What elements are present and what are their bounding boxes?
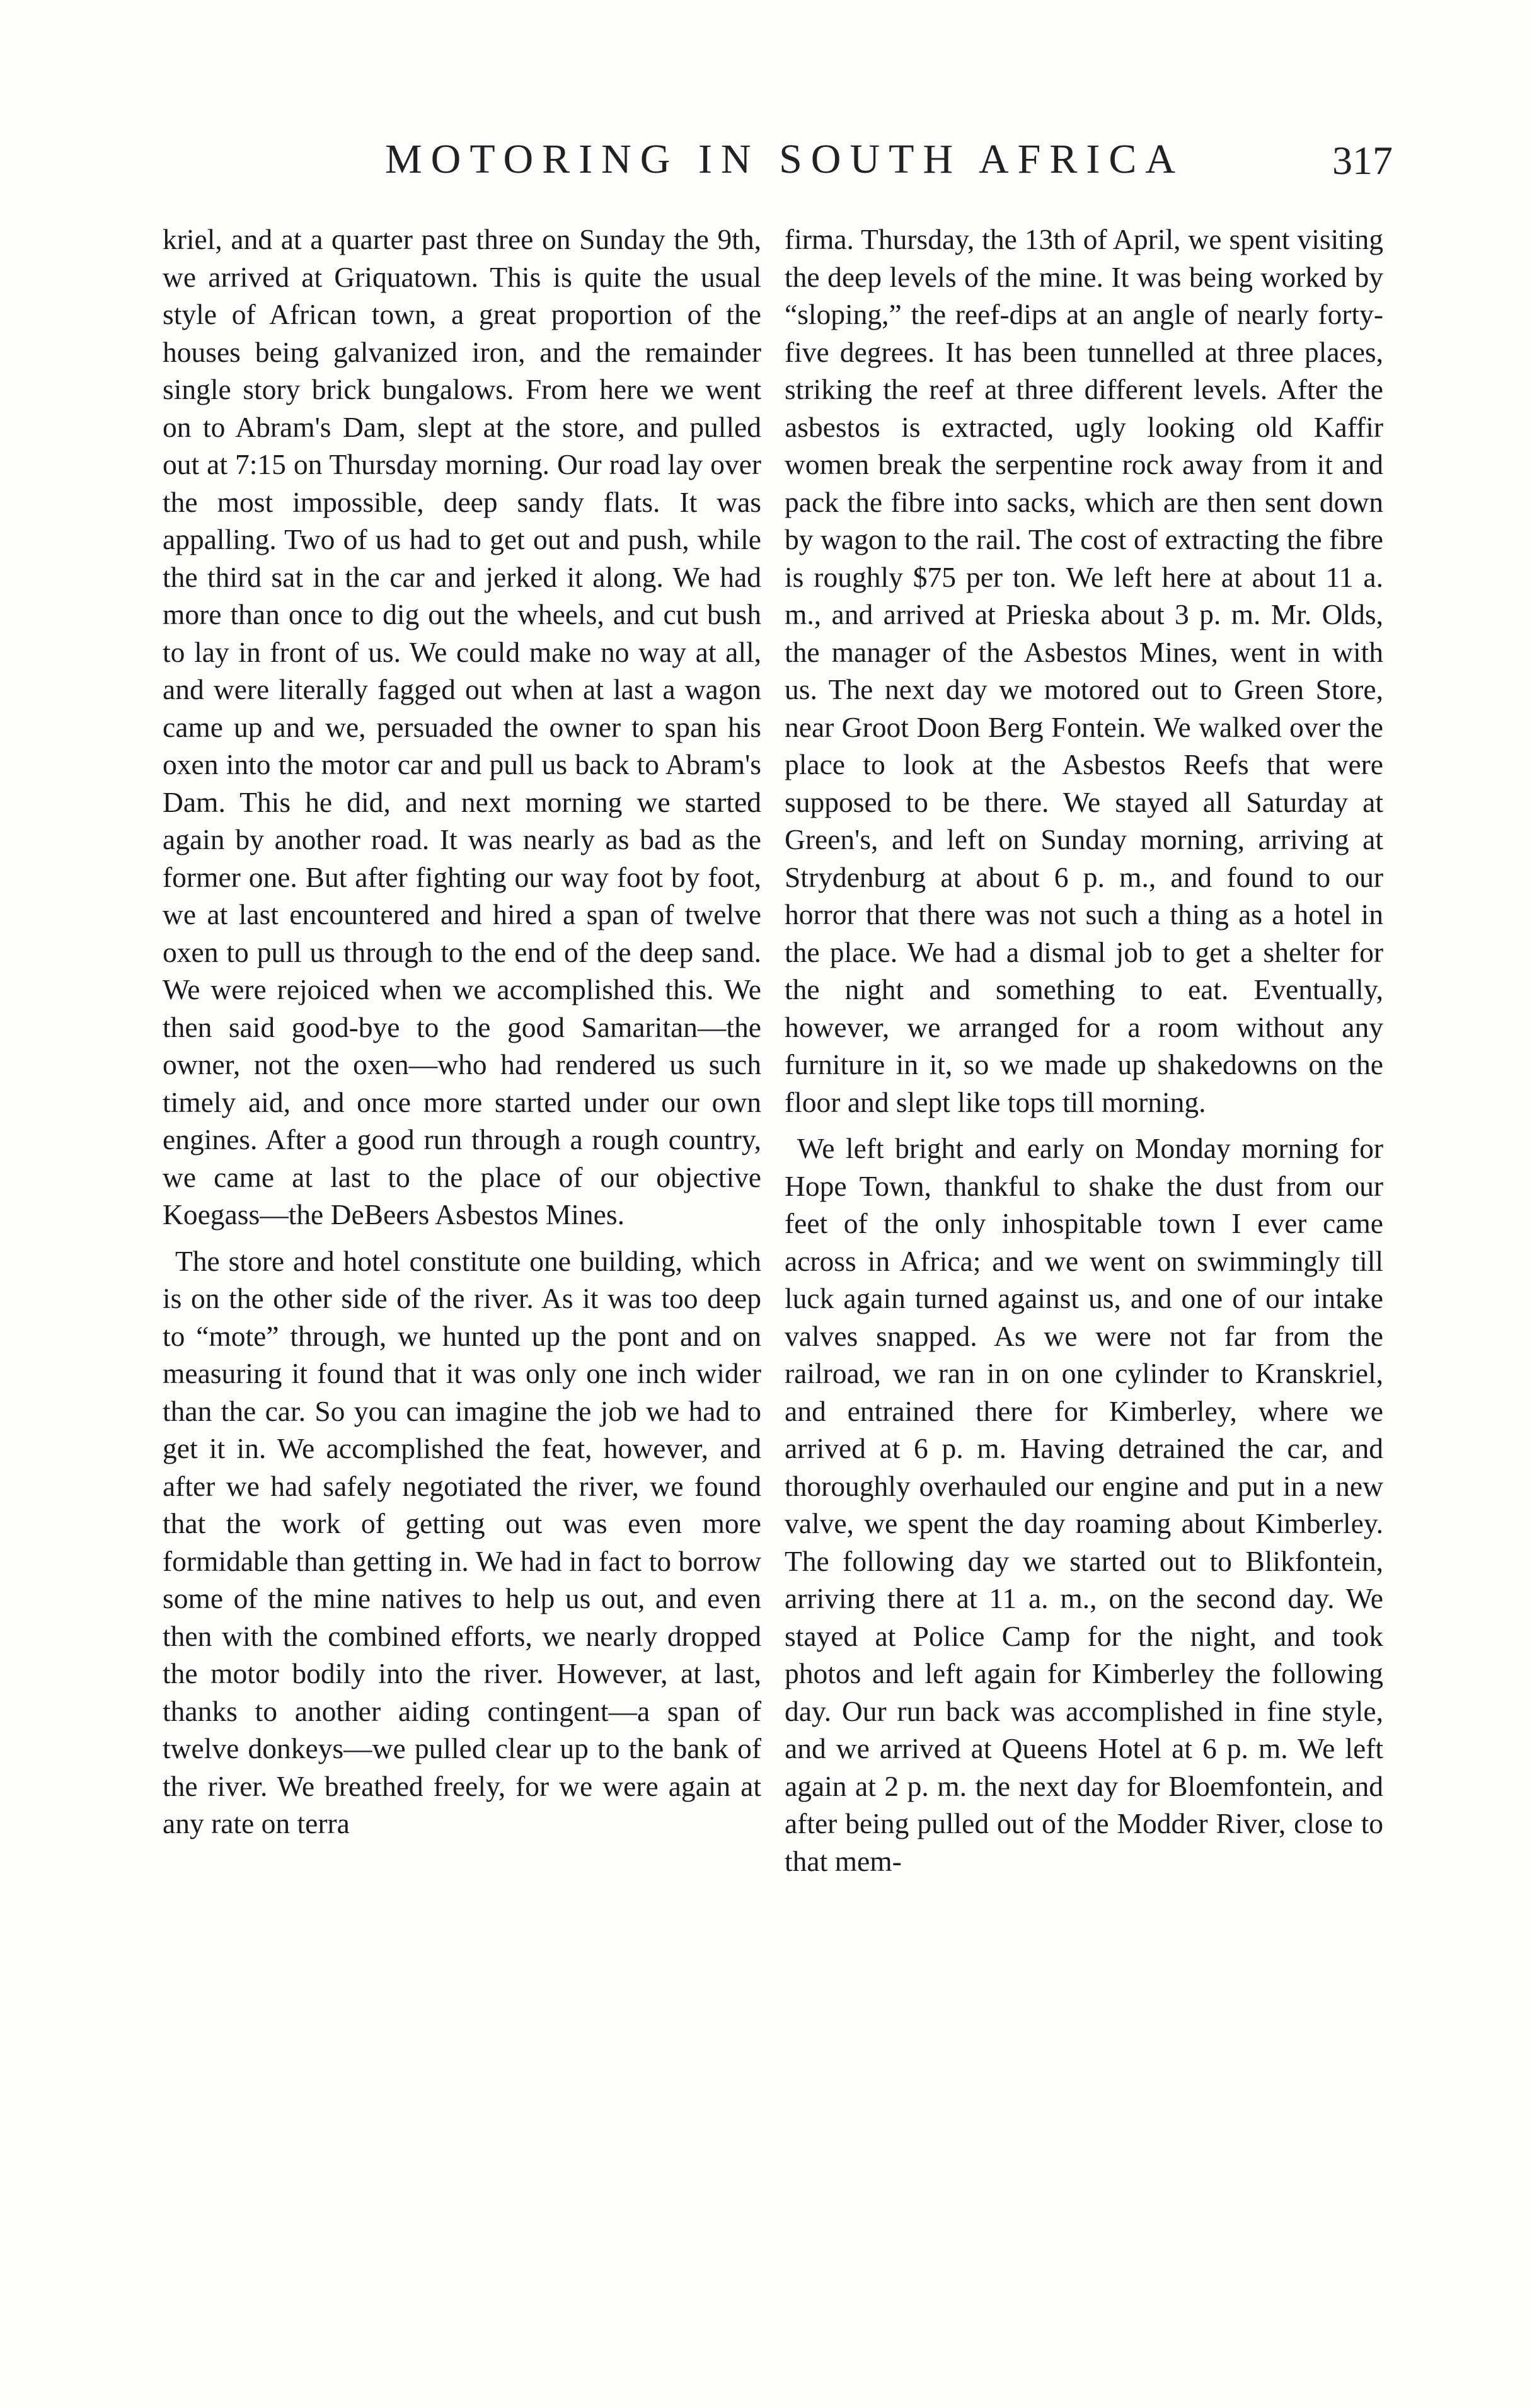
page-number: 317: [1332, 138, 1393, 183]
right-column: [785, 221, 1383, 1880]
running-head: MOTORING IN SOUTH AFRICA: [384, 136, 1185, 182]
paragraph: kriel, and at a quarter past three on Sunday the 9th, we arrived at Griquatown. This is quite the usual style of African town, a great proportion of the houses being galvanized iron, and the remainder single story brick bungalows. From here we went on to Abram's Dam, slept at the store, and pulled out at 7:15 on Thursday morning. Our road lay over the most impossible, deep sandy flats. It was appalling. Two of us had to get out and push, while the third sat in the car and jerked it along. We had more than once to dig out the wheels, and cut bush to lay in front of us. We could make no way at all, and were literally fagged out when at last a wagon came up and we, persuaded the owner to span his oxen into the motor car and pull us back to Abram's Dam. This he did, and next morning we started again by another road. It was nearly as bad as the former one. But after fighting our way foot by foot, we at last encountered and hired a span of twelve oxen to pull us through to the end of the deep sand. We were rejoiced when we accomplished this. We then said good-bye to the good Samaritan—the owner, not the oxen—who had rendered us such timely aid, and once more started under our own engines. After a good run through a rough country, we came at last to the place of our objective Koegass—the DeBeers Asbestos Mines.: [163, 223, 761, 1230]
paragraph: We left bright and early on Monday morning for Hope Town, thankful to shake the dust from our feet of the only inhospitable town I ever came across in Africa; and we went on swimmingly till luck again turned against us, and one of our intake valves snapped. As we were not far from the railroad, we ran in on one cylinder to Kranskriel, and entrained there for Kimberley, where we arrived at 6 p. m. Having detrained the car, and thoroughly overhauled our engine and put in a new valve, we spent the day roaming about Kimberley. The following day we started out to Blikfontein, arriving there at 11 a. m., on the second day. We stayed at Police Camp for the night, and took photos and left again for Kimberley the following day. Our run back was accomplished in fine style, and we arrived at Queens Hotel at 6 p. m. We left again at 2 p. m. the next day for Bloemfontein, and after being pulled out of the Modder River, close to that mem-: [785, 1132, 1383, 1877]
left-column: [163, 221, 761, 1843]
paragraph: The store and hotel constitute one building, which is on the other side of the river. As it was too deep to “mote” through, we hunted up the pont and on measuring it found that it was only one inch wider than the car. So you can imagine the job we had to get it in. We accomplished the feat, however, and after we had safely negotiated the river, we found that the work of getting out was even more formidable than getting in. We had in fact to borrow some of the mine natives to help us out, and even then with the combined efforts, we nearly dropped the motor bodily into the river. However, at last, thanks to another aiding contingent—a span of twelve donkeys—we pulled clear up to the bank of the river. We breathed freely, for we were again at any rate on terra: [163, 1244, 761, 1839]
paragraph: firma. Thursday, the 13th of April, we spent visiting the deep levels of the mine. It was being worked by “sloping,” the reef-dips at an angle of nearly forty-five degrees. It has been tunnelled at three places, striking the reef at three different levels. After the asbestos is extracted, ugly looking old Kaffir women break the serpentine rock away from it and pack the fibre into sacks, which are then sent down by wagon to the rail. The cost of extracting the fibre is roughly $75 per ton. We left here at about 11 a. m., and arrived at Prieska about 3 p. m. Mr. Olds, the manager of the Asbestos Mines, went in with us. The next day we motored out to Green Store, near Groot Doon Berg Fontein. We walked over the place to look at the Asbestos Reefs that were supposed to be there. We stayed all Saturday at Green's, and left on Sunday morning, arriving at Strydenburg at about 6 p. m., and found to our horror that there was not such a thing as a hotel in the place. We had a dismal job to get a shelter for the night and something to eat. Eventually, however, we arranged for a room without any furniture in it, so we made up shakedowns on the floor and slept like tops till morning.: [785, 223, 1383, 1118]
